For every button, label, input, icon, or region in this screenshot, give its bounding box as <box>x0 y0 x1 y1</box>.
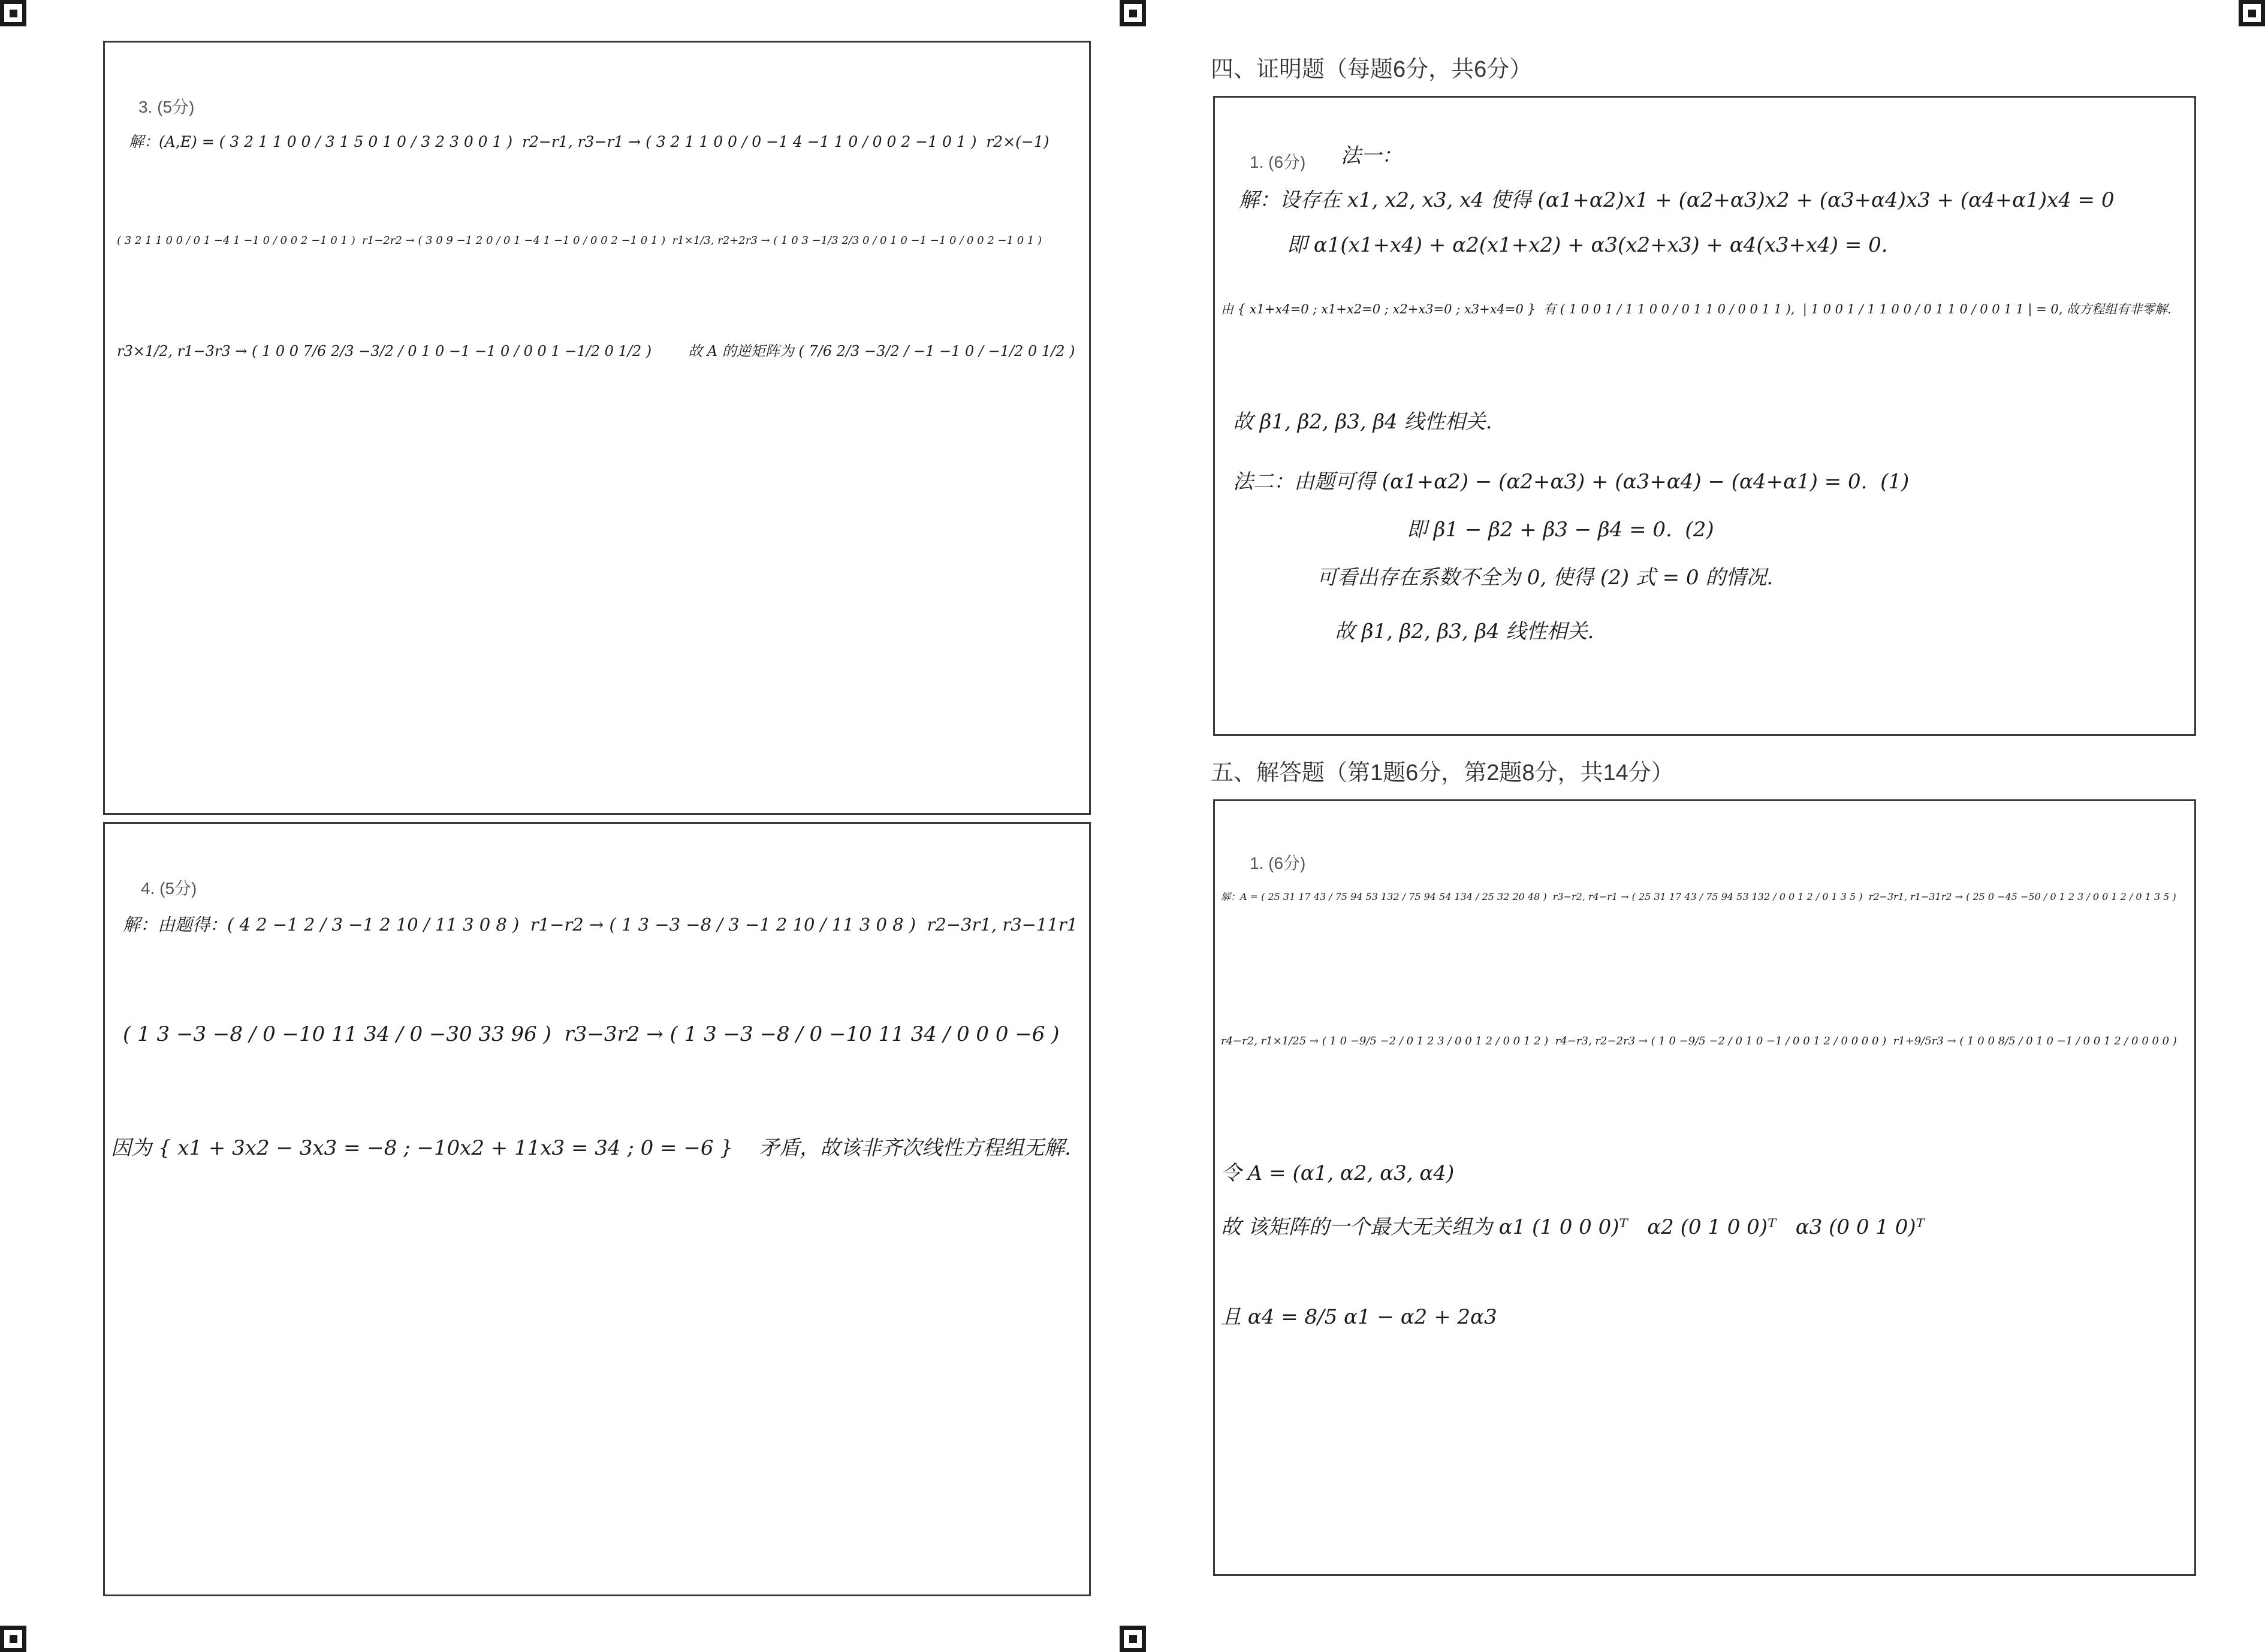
handwritten-line: 解：A = ( 25 31 17 43 / 75 94 53 132 / 75 94 54 134 / 25 32 20 48 ) r3−r2, r4−r1 → ( 25 31 17 43 / 75 94 53 132 / 0 0 1 2 / 0 1 3 5 ) r2−3r1, r1−31r2 → ( 25 0 −45 −50 / 0 1 2 3 / 0 0 1 2 / 0 1 3 5 ) <box>1221 891 2176 902</box>
handwritten-line: r3×1/2, r1−3r3 → ( 1 0 0 7/6 2/3 −3/2 / 0 1 0 −1 −1 0 / 0 0 1 −1/2 0 1/2 ) 故 A 的逆矩阵为 ( 7/6 2/3 −3/2 / −1 −1 0 / −1/2 0 1/2 ) <box>117 343 1075 360</box>
handwritten-line: 解：设存在 x1, x2, x3, x4 使得 (α1+α2)x1 + (α2+α3)x2 + (α3+α4)x3 + (α4+α1)x4 = 0 <box>1239 188 2115 212</box>
handwritten-line: 法二：由题可得 (α1+α2) − (α2+α3) + (α3+α4) − (α4+α1) = 0. (1) <box>1233 470 1910 494</box>
answer-box-solution-1 <box>1213 799 2196 1576</box>
handwritten-line: 由 { x1+x4=0 ; x1+x2=0 ; x2+x3=0 ; x3+x4=0 } 有 ( 1 0 0 1 / 1 1 0 0 / 0 1 1 0 / 0 0 1 1 ), | 1 0 0 1 / 1 1 0 0 / 0 1 1 0 / 0 0 1 1 | = 0, 故方程组有非零解. <box>1221 302 2171 316</box>
answer-box-q3 <box>103 41 1091 815</box>
handwritten-line: 解：由题得：( 4 2 −1 2 / 3 −1 2 10 / 11 3 0 8 ) r1−r2 → ( 1 3 −3 −8 / 3 −1 2 10 / 11 3 0 8 ) r2−3r1, r3−11r1 <box>123 914 1078 935</box>
registration-marker-bottom-center <box>1120 1626 1146 1652</box>
handwritten-line: 即 β1 − β2 + β3 − β4 = 0. (2) <box>1407 518 1714 542</box>
question-label: 4. (5分) <box>141 879 197 898</box>
section-title-solutions: 五、解答题（第1题6分，第2题8分，共14分） <box>1211 760 1674 786</box>
registration-marker-bottom-left <box>0 1626 26 1652</box>
handwritten-line: r4−r2, r1×1/25 → ( 1 0 −9/5 −2 / 0 1 2 3 / 0 0 1 2 / 0 0 1 2 ) r4−r3, r2−2r3 → ( 1 0 −9/5 −2 / 0 1 0 −1 / 0 0 1 2 / 0 0 0 0 ) r1+9/5r3 → ( 1 0 0 8/5 / 0 1 0 −1 / 0 0 1 2 / 0 0 0 0 ) <box>1221 1035 2177 1047</box>
question-label: 1. (6分) <box>1250 854 1306 872</box>
answer-box-proof-1 <box>1213 96 2196 736</box>
section-title-proof: 四、证明题（每题6分，共6分） <box>1211 57 1533 82</box>
handwritten-line: 令 A = (α1, α2, α3, α4) <box>1221 1161 1455 1185</box>
registration-marker-top-left <box>0 0 26 26</box>
handwritten-line: 可看出存在系数不全为 0, 使得 (2) 式 = 0 的情况. <box>1317 566 1774 590</box>
registration-marker-top-center <box>1120 0 1146 26</box>
handwritten-line: ( 1 3 −3 −8 / 0 −10 11 34 / 0 −30 33 96 ) r3−3r2 → ( 1 3 −3 −8 / 0 −10 11 34 / 0 0 0 −6 ) <box>123 1022 1060 1046</box>
handwritten-line: 解：(A,E) = ( 3 2 1 1 0 0 / 3 1 5 0 1 0 / 3 2 3 0 0 1 ) r2−r1, r3−r1 → ( 3 2 1 1 0 0 / 0 −1 4 −1 1 0 / 0 0 2 −1 0 1 ) r2×(−1) <box>129 133 1049 150</box>
handwritten-line: 因为 { x1 + 3x2 − 3x3 = −8 ; −10x2 + 11x3 = 34 ; 0 = −6 } 矛盾，故该非齐次线性方程组无解. <box>111 1136 1071 1160</box>
handwritten-line: ( 3 2 1 1 0 0 / 0 1 −4 1 −1 0 / 0 0 2 −1 0 1 ) r1−2r2 → ( 3 0 9 −1 2 0 / 0 1 −4 1 −1 0 / 0 0 2 −1 0 1 ) r1×1/3, r2+2r3 → ( 1 0 3 −1/3 2/3 0 / 0 1 0 −1 −1 0 / 0 0 2 −1 0 1 ) <box>117 234 1042 247</box>
question-label: 1. (6分) <box>1250 153 1306 171</box>
registration-marker-top-right <box>2239 0 2265 26</box>
handwritten-line: 法一： <box>1341 144 1402 168</box>
handwritten-line: 故 β1, β2, β3, β4 线性相关. <box>1335 620 1594 644</box>
handwritten-line: 故 β1, β2, β3, β4 线性相关. <box>1233 410 1492 434</box>
question-label: 3. (5分) <box>138 98 195 116</box>
handwritten-line: 且 α4 = 8/5 α1 − α2 + 2α3 <box>1221 1305 1497 1329</box>
handwritten-line: 故 该矩阵的一个最大无关组为 α1 (1 0 0 0)ᵀ α2 (0 1 0 0)ᵀ α3 (0 0 1 0)ᵀ <box>1221 1215 1925 1239</box>
handwritten-line: 即 α1(x1+x4) + α2(x1+x2) + α3(x2+x3) + α4(x3+x4) = 0. <box>1287 233 1888 257</box>
answer-box-q4 <box>103 822 1091 1596</box>
